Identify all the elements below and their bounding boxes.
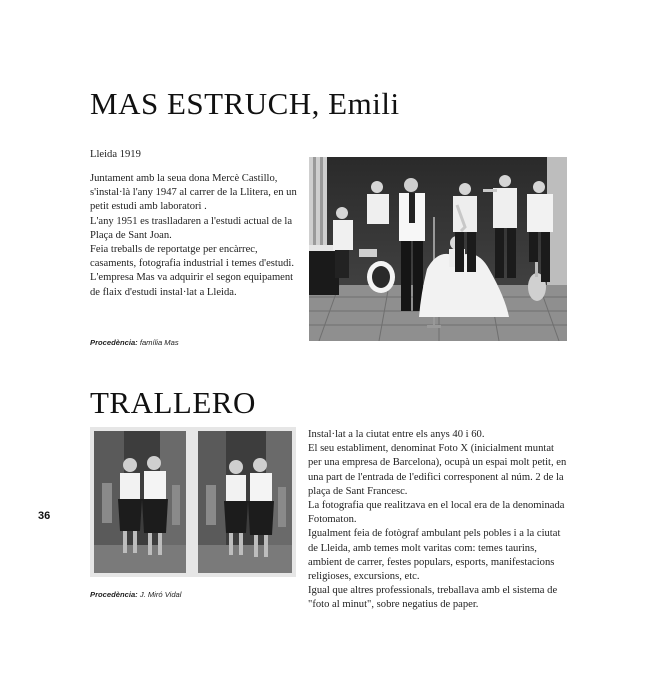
band-wedding-photo-illustration	[309, 157, 567, 341]
street-women-photo	[90, 427, 296, 577]
band-wedding-photo	[309, 157, 567, 341]
section2-provenance	[90, 590, 181, 599]
section2-paragraph: Instal·lat a la ciutat entre els anys 40 i 60.	[308, 429, 485, 440]
section2-paragraph: Igualment feia de fotògraf ambulant pels pobles i a la ciutat de Lleida, amb temes molt varitas com: temes taurins, ambient de carrer, festes populars, esports, manifestacions religioses, excursions, etc.	[308, 528, 561, 583]
provenance-value: família Mas	[139, 338, 179, 347]
section2-title: TRALLERO	[90, 385, 256, 420]
section1-paragraph: L'empresa Mas va adquirir el segon equipament de flaix d'estudi instal·lat a Lleida.	[90, 272, 294, 298]
section1-title: MAS ESTRUCH, Emili	[90, 86, 400, 121]
provenance-value: J. Miró Vidal	[139, 590, 182, 599]
section1-subtitle: Lleida 1919	[90, 149, 141, 160]
section2-paragraph: El seu establiment, denominat Foto X (inicialment muntat per una empresa de Barcelona), ocupà un espai molt petit, en una part de l'entrada de l'edifici corresponent al núm. 2 de la plaça de Sant Francesc.	[308, 443, 567, 497]
section1-paragraph: Feia treballs de reportatge per encàrrec, casaments, fotografia industrial i temes d'estudi.	[90, 244, 295, 270]
section1-paragraph: L'any 1951 es traslladaren a l'estudi actual de la Plaça de Sant Joan.	[90, 215, 293, 241]
left-print	[94, 431, 186, 573]
page-number: 36	[38, 510, 51, 522]
section2-paragraph: Igual que altres professionals, treballava amb el sistema de "foto al minut", sobre negatius de paper.	[308, 585, 558, 611]
section2-paragraph: La fotografia que realitzava en el local era de la denominada Fotomaton.	[308, 500, 565, 526]
section2-body	[308, 428, 570, 613]
section1-body	[90, 172, 305, 300]
provenance-label: Procedència:	[90, 338, 138, 347]
right-print	[198, 431, 292, 573]
provenance-label: Procedència:	[90, 590, 138, 599]
street-women-photo-illustration	[90, 427, 296, 577]
section1-provenance	[90, 338, 179, 347]
section1-paragraph: Juntament amb la seua dona Mercè Castillo, s'instal·là l'any 1947 al carrer de la Llitera, en un petit estudi amb laboratori .	[90, 173, 297, 213]
